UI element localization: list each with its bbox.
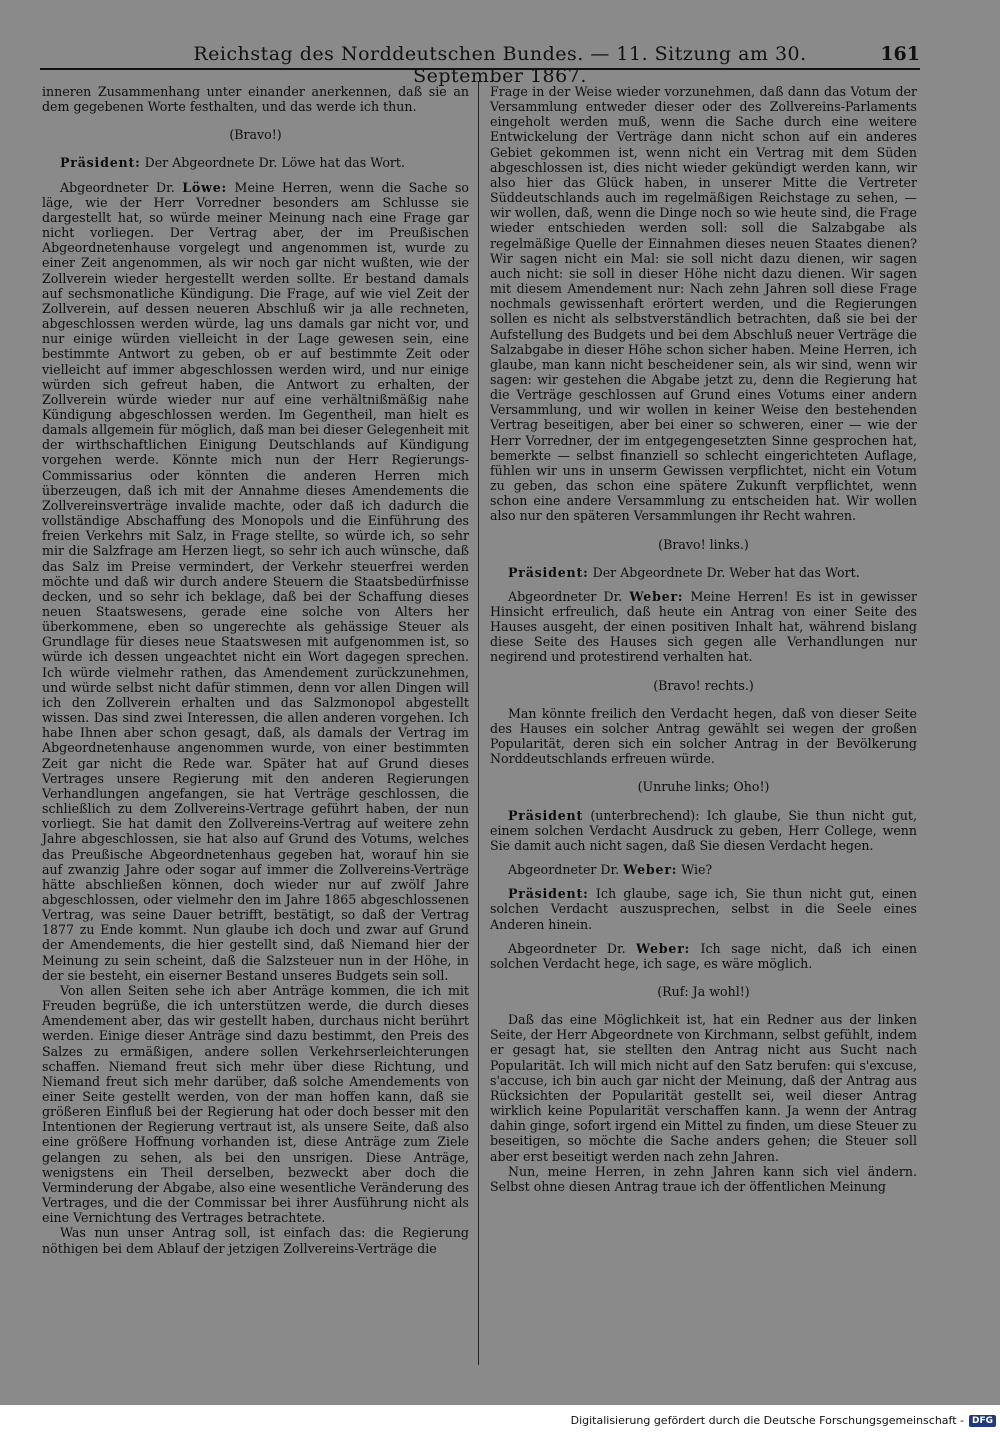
dfg-logo: DFG — [969, 1415, 996, 1427]
speaker-title: Abgeordneter Dr. — [508, 588, 630, 604]
speaker-name: Präsident: — [60, 155, 141, 171]
speaker-title: Abgeordneter Dr. — [60, 179, 183, 195]
paragraph — [42, 1225, 469, 1255]
paragraph-text: (Unruhe links; Oho!) — [637, 779, 770, 795]
speaker-name: Präsident — [508, 807, 584, 823]
paragraph-text: Daß das eine Möglichkeit ist, hat ein Redner aus der linken Seite, der Herr Abgeordnete von Kirchmann, selbst gefühlt, indem er gesagt hat, sie stellten den Antrag nicht aus Sucht nach Popularität. Ich will mich nicht auf den Satz berufen: qui s'excuse, s'accuse, ich bin auch gar nicht der Meinung, daß der Antrag aus Rücksichten der Popularität gestellt sei, weil dieser Antrag wirklich keine Popularität verschaffen kann. Ja wenn der Antrag dahin ginge, sofort irgend ein Mittel zu finden, um diese Steuer zu beseitigen, so möchte die Sache anders gehen; die Steuer soll aber erst beseitigt werden nach zehn Jahren. — [490, 1012, 917, 1164]
interjection — [42, 127, 469, 142]
speaker-name: Weber: — [629, 588, 684, 604]
page-number: 161 — [880, 43, 920, 65]
interjection — [490, 779, 917, 794]
paragraph-text: (Bravo!) — [229, 127, 282, 143]
paragraph — [490, 565, 917, 580]
paragraph-text: Ich glaube, sage ich, Sie thun nicht gut, einen solchen Verdacht auszusprechen, selbst in die Seele eines Anderen hinein. — [490, 886, 917, 932]
paragraph-text: (Bravo! links.) — [658, 536, 749, 552]
paragraph-text: Was nun unser Antrag soll, ist einfach das: die Regierung nöthigen bei dem Ablauf der jetzigen Zollvereins-Verträge die — [42, 1225, 469, 1256]
column-divider — [478, 82, 479, 1365]
paragraph — [490, 862, 917, 877]
paragraph-text: Meine Herren, wenn die Sache so läge, wie der Herr Vorredner besonders am Schlusse sie dargestellt hat, so würde meiner Meinung nach eine Frage gar nicht vorliegen. Der Vertrag aber, der im Preußischen Abgeordnetenhause vorgelegt und angenommen ist, wurde zu einer Zeit angenommen, als wir noch gar nicht wußten, wie der Zollverein wieder hergestellt werden sollte. Er bestand damals auf sechsmonatliche Kündigung. Die Frage, auf wie viel Zeit der Zollverein, auf dessen neueren Abschluß wir ja alle rechneten, abgeschlossen werden würde, lag uns damals gar nicht vor, und nur einige würden vielleicht in der Lage gewesen sein, eine bestimmte Antwort zu geben, ob er auf bestimmte Zeit oder vielleicht auf immer abgeschlossen werden wird, und nur einige würden sich gefreut haben, die Antwort zu erhalten, der Zollverein würde wieder nur auf eine verhältnißmäßig nahe Kündigung abgeschlossen werden. Im Gegentheil, man hielt es damals allgemein für möglich, daß man bei dieser Gelegenheit mit der wirthschaftlichen Einigung Deutschlands auf Kündigung vorgehen werde. Könnte mich nun der Herr Regierungs-Commissarius oder könnten die anderen Herren mich überzeugen, daß ich mit der Annahme dieses Amendements die Zollvereinsverträge invalide machte, oder daß ich dadurch die vollständige Abschaffung des Monopols und die Einführung des freien Verkehrs mit Salz, in Frage stellte, so würde ich, so sehr mir die Salzfrage am Herzen liegt, so sehr ich auch wünsche, daß das Salz im Preise vermindert, der Verkehr steuerfrei werden möchte und daß wir durch andere Steuern die Staatsbedürfnisse decken, und so sehr ich beklage, daß bei der Schaffung dieses neuen Staatswesens, gerade eine solche von Alters her überkommene, eben so ungerechte als gehässige Steuer als Grundlage für dieses neue Staatswesen mit aufgenommen ist, so würde ich dessen ungeachtet nicht ein Wort dagegen sprechen. Ich würde vielmehr rathen, das Amendement zurückzunehmen, und würde selbst nicht dafür stimmen, denn vor allen Dingen will ich den Zollverein erhalten und das Salzmonopol abgestellt wissen. Das sind zwei Interessen, die allen anderen vorgehen. Ich habe Ihnen aber schon gesagt, daß, als damals der Vertrag im Abgeordnetenhause angenommen wurde, von einer bestimmten Zeit gar nicht die Rede war. Später hat auf Grund dieses Vertrages unsere Regierung mit den anderen Regierungen Verhandlungen angefangen, sie hat Verträge geschlossen, die schließlich zu dem Zollvereins-Vertrage geführt haben, der nun vorliegt. Sie hat damit den Zollvereins-Vertrag auf weitere zehn Jahre abgeschlossen, sie hat also auf Grund des Votums, welches das Preußische Abgeordnetenhaus gegeben hat, worauf hin sie auf zwanzig Jahre oder sogar auf immer die Zollvereins-Verträge hätte abschließen können, doch wieder nur auf zwölf Jahre abgeschlossen, oder vielmehr den im Jahre 1865 abgeschlossenen Vertrag, was seine Dauer betrifft, bestätigt, so daß der Vertrag 1877 zu Ende kommt. Nun glaube ich doch und zwar auf Grund der Amendements, die hier gestellt sind, daß Niemand hier der Meinung zu sein scheint, daß die Salzsteuer nun in der Höhe, in der sie besteht, ein eiserner Bestand unseres Budgets sein soll. — [42, 179, 469, 983]
left-column — [42, 84, 469, 1256]
speaker-name: Präsident: — [508, 886, 589, 902]
footer-text: Digitalisierung gefördert durch die Deutsche Forschungsgemeinschaft - — [570, 1414, 964, 1427]
paragraph-text: Man könnte freilich den Verdacht hegen, daß von dieser Seite des Hauses ein solcher Antrag gewählt sei wegen der großen Popularität, deren sich ein solcher Antrag in der Bevölkerung Norddeutschlands erfreuen würde. — [490, 705, 917, 767]
interjection — [490, 984, 917, 999]
paragraph-text: Nun, meine Herren, in zehn Jahren kann sich viel ändern. Selbst ohne diesen Antrag traue ich der öffentlichen Meinung — [490, 1163, 917, 1194]
paragraph — [490, 941, 917, 971]
page-header — [40, 40, 920, 87]
paragraph — [490, 1164, 917, 1194]
right-column — [490, 84, 917, 1194]
speaker-name: Löwe: — [182, 179, 228, 195]
paragraph — [490, 706, 917, 767]
paragraph-text: Ich sage nicht, daß ich einen solchen Verdacht hege, ich sage, es wäre möglich. — [490, 940, 917, 971]
paragraph — [490, 886, 917, 931]
paragraph-text: Meine Herren! Es ist in gewisser Hinsicht erfreulich, daß heute ein Antrag von einer Seite des Hauses ausgeht, der einen positiven Inhalt hat, während bislang diese Seite des Hauses sich gegen alle Verhandlungen nur negirend und protestirend verhalten hat. — [490, 588, 917, 665]
paragraph-text: (unterbrechend): Ich glaube, Sie thun nicht gut, einem solchen Verdacht Ausdruck zu geben, Herr College, wenn Sie damit auch nicht sagen, daß Sie diesen Verdacht hegen. — [490, 807, 917, 853]
paragraph — [490, 1012, 917, 1164]
speaker-name: Weber: — [636, 940, 691, 956]
paragraph-text: Der Abgeordnete Dr. Löwe hat das Wort. — [140, 155, 405, 171]
paragraph — [42, 155, 469, 170]
interjection — [490, 537, 917, 552]
paragraph — [42, 180, 469, 983]
paragraph-text: Wie? — [677, 862, 713, 878]
paragraph — [42, 983, 469, 1226]
speaker-name: Präsident: — [508, 564, 589, 580]
footer-credit — [571, 1414, 996, 1427]
paragraph — [490, 84, 917, 524]
interjection — [490, 678, 917, 693]
paragraph — [490, 589, 917, 665]
paragraph-text: inneren Zusammenhang unter einander anerkennen, daß sie an dem gegebenen Worte festhalten, und das werde ich thun. — [42, 84, 469, 115]
paragraph — [490, 808, 917, 853]
paragraph-text: Von allen Seiten sehe ich aber Anträge kommen, die ich mit Freuden begrüße, die ich unterstützen werde, die durch dieses Amendement aber, das wir gestellt haben, durchaus nicht berührt werden. Einige dieser Anträge sind dazu bestimmt, den Preis des Salzes zu ermäßigen, andere sollen Verkehrserleichterungen schaffen. Niemand freut sich mehr über diese Richtung, und Niemand freut sich mehr darüber, daß solche Amendements von einer Seite gestellt werden, von der man hoffen kann, daß sie größeren Einfluß bei der Regierung hat oder doch besser mit den Intentionen der Regierung vertraut ist, als unsere Seite, daß also eine größere Hoffnung vorhanden ist, diese Anträge zum Ziele gelangen zu sehen, als bei den unsrigen. Diese Anträge, wenigstens ein Theil derselben, bezweckt aber doch die Verminderung der Abgabe, also eine wesentliche Veränderung des Vertrages, und die der Commissar bei ihrer Ausführung nicht als eine Vernichtung des Vertrages betrachtete. — [42, 982, 469, 1226]
speaker-title: Abgeordneter Dr. — [508, 862, 624, 878]
speaker-title: Abgeordneter Dr. — [508, 940, 637, 956]
paragraph-text: (Bravo! rechts.) — [653, 677, 754, 693]
header-title: Reichstag des Norddeutschen Bundes. — 11. Sitzung am 30. September 1867. — [193, 43, 807, 87]
paragraph-text: Der Abgeordnete Dr. Weber hat das Wort. — [588, 564, 860, 580]
paragraph-text: (Ruf: Ja wohl!) — [657, 983, 750, 999]
speaker-name: Weber: — [623, 862, 678, 878]
paragraph-text: Frage in der Weise wieder vorzunehmen, daß dann das Votum der Versammlung entweder dieser oder des Zollvereins-Parlaments eingeholt werden muß, wenn die Sache durch eine weitere Entwickelung der Verträge dann nicht schon auf ein anderes Gebiet gekommen ist, wenn nicht ein Vertrag mit dem Süden abgeschlossen ist, dies nicht wieder gekündigt werden kann, wir also hier das Glück haben, in unserer Mitte die Vertreter Süddeutschlands auch im regelmäßigen Reichstage zu sehen, — wir wollen, daß, wenn die Dinge noch so wie heute sind, die Frage wieder entschieden werden soll: soll die Salzabgabe als regelmäßige Quelle der Einnahmen dieses neuen Staates dienen? Wir sagen nicht ein Mal: sie soll nicht dazu dienen, wir sagen auch nicht: sie soll in dieser Höhe nicht dazu dienen. Wir sagen mit diesem Amendement nur: Nach zehn Jahren soll diese Frage nochmals gewissenhaft erörtert werden, und die Regierungen sollen es nicht als selbstverständlich betrachten, daß sie bei der Aufstellung des Budgets und bei dem Abschluß neuer Verträge die Salzabgabe in dieser Höhe schon sicher haben. Meine Herren, ich glaube, man kann nicht bescheidener sein, als wir sind, wenn wir sagen: wir gestehen die Abgabe jetzt zu, denn die Regierung hat die Verträge geschlossen auf Grund eines Votums einer andern Versammlung, und wir wollen in keiner Weise den bestehenden Vertrag beseitigen, aber bei einer so schweren, einer — wie der Herr Vorredner, der im entgegengesetzten Sinne gesprochen hat, bemerkte — selbst finanziell so schlecht eingerichteten Auflage, fühlen wir uns in unserm Gewissen verpflichtet, nicht ein Votum zu geben, das schon eine spätere Zukunft verpflichtet, wenn schon eine andere Versammlung zu entscheiden hat. Wir wollen also nur den späteren Versammlungen ihr Recht wahren. — [490, 84, 917, 524]
paragraph — [42, 84, 469, 114]
